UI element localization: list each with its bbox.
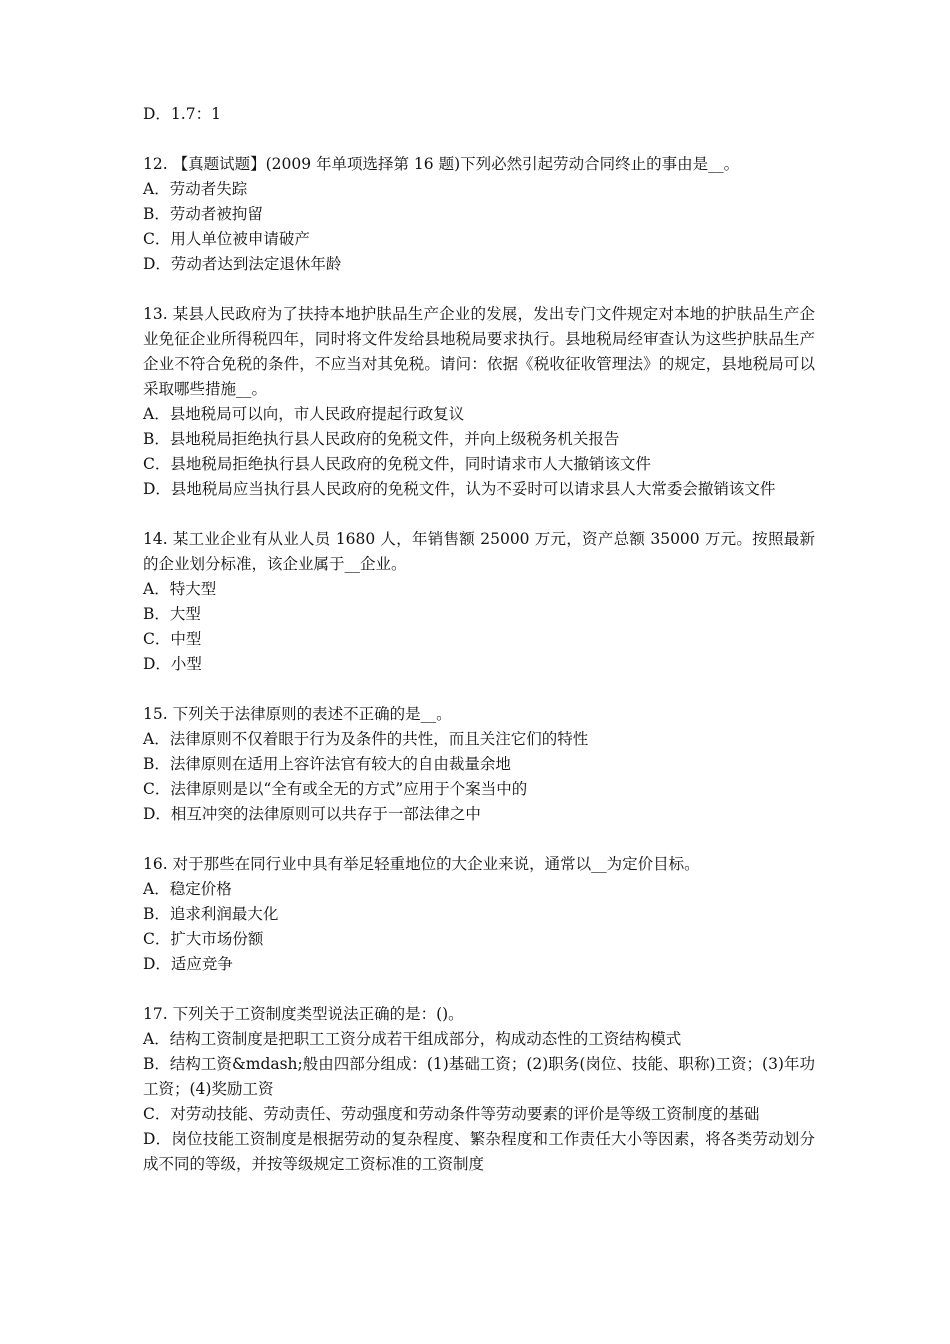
spacer (143, 127, 815, 152)
option-d: D．相互冲突的法律原则可以共存于一部法律之中 (143, 805, 481, 823)
option-c: C．中型 (143, 630, 202, 648)
option-b: B．追求利润最大化 (143, 905, 279, 923)
option-d: D．劳动者达到法定退休年龄 (143, 255, 342, 273)
option-b: B．县地税局拒绝执行县人民政府的免税文件，并向上级税务机关报告 (143, 430, 620, 448)
option-c: C．县地税局拒绝执行县人民政府的免税文件，同时请求市人大撤销该文件 (143, 455, 651, 473)
option-c: C．对劳动技能、劳动责任、劳动强度和劳动条件等劳动要素的评价是等级工资制度的基础 (143, 1105, 760, 1123)
question-stem: 12. 【真题试题】(2009 年单项选择第 16 题)下列必然引起劳动合同终止的事由是__。 (143, 155, 740, 173)
question-stem: 14. 某工业企业有从业人员 1680 人，年销售额 25000 万元，资产总额 35000 万元。按照最新的企业划分标准，该企业属于__企业。 (143, 530, 815, 573)
option-c: C．用人单位被申请破产 (143, 230, 310, 248)
spacer (143, 677, 815, 702)
question-stem: 13. 某县人民政府为了扶持本地护肤品生产企业的发展，发出专门文件规定对本地的护肤品生产企业免征企业所得税四年，同时将文件发给县地税局要求执行。县地税局经审查认为这些护肤品生产企业不符合免税的条件，不应当对其免税。请问：依据《税收征收管理法》的规定，县地税局可以采取哪些措施__。 (143, 305, 815, 398)
question-17 (143, 1002, 815, 1177)
question-stem: 15. 下列关于法律原则的表述不正确的是__。 (143, 705, 452, 723)
question-12 (143, 152, 815, 277)
option-a: A．县地税局可以向，市人民政府提起行政复议 (143, 405, 465, 423)
option-c: C．扩大市场份额 (143, 930, 264, 948)
question-15 (143, 702, 815, 827)
option-d: D．小型 (143, 655, 202, 673)
spacer (143, 977, 815, 1002)
option-a: A．结构工资制度是把职工工资分成若干组成部分，构成动态性的工资结构模式 (143, 1030, 682, 1048)
option-b: B．结构工资&mdash;般由四部分组成：(1)基础工资；(2)职务(岗位、技能、职称)工资；(3)年功工资；(4)奖励工资 (143, 1055, 815, 1098)
spacer (143, 277, 815, 302)
option-b: B．法律原则在适用上容许法官有较大的自由裁量余地 (143, 755, 511, 773)
option-b: B．劳动者被拘留 (143, 205, 263, 223)
option-d: D．县地税局应当执行县人民政府的免税文件，认为不妥时可以请求县人大常委会撤销该文件 (143, 480, 776, 498)
question-14 (143, 527, 815, 677)
spacer (143, 502, 815, 527)
document-page (143, 102, 815, 1177)
option-b: B．大型 (143, 605, 201, 623)
spacer (143, 827, 815, 852)
option-a: A．劳动者失踪 (143, 180, 248, 198)
option-d: D．适应竞争 (143, 955, 233, 973)
question-11-option-d: D．1.7：1 (143, 105, 221, 123)
option-a: A．法律原则不仅着眼于行为及条件的共性，而且关注它们的特性 (143, 730, 589, 748)
option-d: D．岗位技能工资制度是根据劳动的复杂程度、繁杂程度和工作责任大小等因素，将各类劳动划分成不同的等级，并按等级规定工资标准的工资制度 (143, 1130, 815, 1173)
question-16 (143, 852, 815, 977)
option-a: A．稳定价格 (143, 880, 232, 898)
option-c: C．法律原则是以“全有或全无的方式”应用于个案当中的 (143, 780, 528, 798)
question-13 (143, 302, 815, 502)
question-stem: 17. 下列关于工资制度类型说法正确的是：()。 (143, 1005, 464, 1023)
option-a: A．特大型 (143, 580, 217, 598)
question-stem: 16. 对于那些在同行业中具有举足轻重地位的大企业来说，通常以__为定价目标。 (143, 855, 700, 873)
